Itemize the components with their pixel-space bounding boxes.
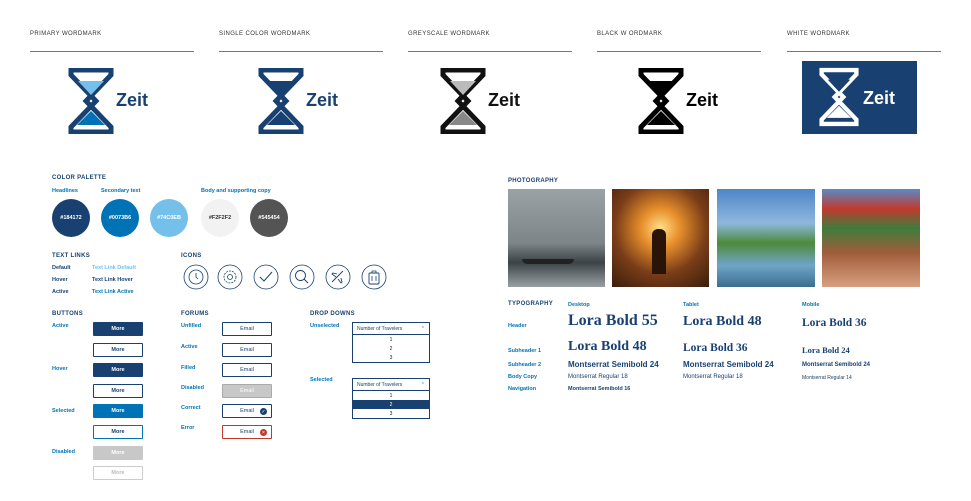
chevron-up-icon: ⌃	[420, 381, 425, 388]
more-button-selected-outline[interactable]: More	[93, 425, 143, 439]
boat-shape	[522, 259, 574, 264]
typography-sample: Lora Bold 24	[802, 345, 850, 355]
dropdown-option[interactable]: 1	[389, 336, 393, 343]
photography-title: PHOTOGRAPHY	[508, 178, 559, 184]
typography-row-label: Body Copy	[508, 374, 538, 380]
text-link-active[interactable]: Text Link Active	[92, 289, 134, 295]
divider	[30, 51, 194, 52]
email-field-disabled: Email	[222, 384, 272, 398]
typography-column-mobile: Mobile	[802, 302, 820, 308]
typography-sample: Montserrat Regular 18	[683, 374, 743, 380]
typography-sample: Lora Bold 36	[683, 342, 748, 354]
check-icon	[253, 264, 279, 290]
typography-sample: Montserrat Regular 18	[568, 374, 628, 380]
dropdown-placeholder: Number of Travelers	[357, 381, 403, 388]
typography-sample: Montserrat Semibold 16	[568, 386, 631, 392]
typography-row-label: Subheader 2	[508, 362, 542, 368]
wordmark-label-black: BLACK W ORDMARK	[597, 31, 663, 37]
hourglass-icon	[68, 68, 114, 134]
wordmark-text: Zeit	[863, 88, 896, 108]
more-button-disabled: More	[93, 446, 143, 460]
typography-row-label: Subheader 1	[508, 348, 542, 354]
more-button-disabled-outline: More	[93, 466, 143, 480]
greyscale-wordmark-logo	[440, 68, 550, 138]
dropdown-option[interactable]: 2	[389, 345, 393, 352]
dropdown-option[interactable]: 3	[389, 410, 393, 417]
typography-sample: Lora Bold 55	[568, 312, 658, 329]
settings-icon	[217, 264, 243, 290]
email-field-error[interactable]	[222, 425, 272, 439]
typography-row-label: Header	[508, 323, 527, 329]
email-field-label: Email	[240, 408, 254, 414]
more-button-active-outline[interactable]: More	[93, 343, 143, 357]
history-icon	[183, 264, 209, 290]
wordmark-text: Zeit	[488, 90, 521, 110]
wordmark-text: Zeit	[116, 90, 149, 110]
hourglass-icon	[638, 68, 684, 134]
forums-title: FORUMS	[181, 311, 209, 317]
travelers-dropdown-unselected[interactable]	[352, 322, 430, 363]
black-wordmark-logo	[638, 68, 748, 138]
typography-row-label: Navigation	[508, 386, 537, 392]
airplane-icon	[325, 264, 351, 290]
wordmark-label-single-color: SINGLE COLOR WORDMARK	[219, 31, 311, 37]
button-state-label: Hover	[52, 366, 68, 372]
photo-park-lake	[717, 189, 815, 287]
hourglass-icon	[819, 67, 859, 127]
dropdown-placeholder: Number of Travelers	[357, 325, 403, 332]
white-wordmark-logo	[802, 61, 917, 134]
email-field-label: Email	[240, 429, 254, 435]
text-link-state-label: Default	[52, 265, 71, 271]
travelers-dropdown-selected[interactable]	[352, 378, 430, 419]
more-button-hover[interactable]: More	[93, 363, 143, 377]
more-button-active[interactable]: More	[93, 322, 143, 336]
button-state-label: Disabled	[52, 449, 75, 455]
icons-title: ICONS	[181, 253, 202, 259]
typography-sample: Lora Bold 48	[568, 339, 647, 354]
forum-state-label: Error	[181, 425, 195, 431]
typography-sample: Montserrat Semibold 24	[802, 362, 871, 368]
typography-title: TYPOGRAPHY	[508, 301, 554, 307]
dropdown-header[interactable]	[353, 379, 429, 391]
email-field-unfilled[interactable]: Email	[222, 322, 272, 336]
dropdowns-title: DROP DOWNS	[310, 311, 355, 317]
hourglass-icon	[440, 68, 486, 134]
divider	[219, 51, 383, 52]
swatch-blue: #0073B6	[101, 199, 139, 237]
text-link-state-label: Hover	[52, 277, 68, 283]
figure-silhouette	[652, 229, 666, 274]
wordmark-text: Zeit	[686, 90, 719, 110]
photo-lake-boat	[508, 189, 605, 287]
swatch-dark-grey: #545454	[250, 199, 288, 237]
dropdown-option[interactable]: 1	[389, 392, 393, 399]
checkmark-icon: ✓	[261, 408, 266, 415]
typography-sample: Lora Bold 48	[683, 314, 762, 329]
palette-headlines-label: Headlines	[52, 188, 78, 194]
typography-sample: Montserrat Semibold 24	[568, 360, 659, 369]
hourglass-icon	[258, 68, 304, 134]
forum-state-label: Filled	[181, 365, 196, 371]
swatch-navy: #184172	[52, 199, 90, 237]
photo-temple-sunset	[612, 189, 709, 287]
text-links-title: TEXT LINKS	[52, 253, 91, 259]
buttons-title: BUTTONS	[52, 311, 83, 317]
wordmark-label-white: WHITE WORDMARK	[787, 31, 850, 37]
divider	[408, 51, 572, 52]
primary-wordmark-logo	[68, 68, 178, 138]
more-button-selected[interactable]: More	[93, 404, 143, 418]
dropdown-header[interactable]	[353, 323, 429, 335]
forum-state-label: Active	[181, 344, 198, 350]
typography-sample: Montserrat Semibold 24	[683, 360, 774, 369]
more-button-hover-outline[interactable]: More	[93, 384, 143, 398]
single-color-wordmark-logo	[258, 68, 368, 138]
typography-column-desktop: Desktop	[568, 302, 590, 308]
dropdown-option[interactable]: 3	[389, 354, 393, 361]
email-field-filled[interactable]: Email	[222, 363, 272, 377]
palette-body-label: Body and supporting copy	[201, 188, 271, 194]
photo-festival-crowd	[822, 189, 920, 287]
typography-sample: Lora Bold 36	[802, 317, 867, 329]
dropdown-state-label: Unselected	[310, 323, 340, 329]
error-icon: ×	[260, 429, 267, 436]
swatch-light-grey: #F2F2F2	[201, 199, 239, 237]
button-state-label: Active	[52, 323, 69, 329]
forum-state-label: Disabled	[181, 385, 204, 391]
text-link-state-label: Active	[52, 289, 69, 295]
typography-sample: Montserrat Regular 14	[802, 375, 852, 381]
email-field-correct[interactable]	[222, 404, 272, 418]
text-link-default[interactable]: Text Link Default	[92, 265, 136, 271]
wordmark-label-primary: PRIMARY WORDMARK	[30, 31, 102, 37]
email-field-active[interactable]: Email	[222, 343, 272, 357]
wordmark-label-greyscale: GREYSCALE WORDMARK	[408, 31, 490, 37]
chevron-up-icon: ⌃	[420, 325, 425, 332]
palette-title: COLOR PALETTE	[52, 175, 107, 181]
wordmark-text: Zeit	[306, 90, 339, 110]
search-icon	[289, 264, 315, 290]
text-link-hover[interactable]: Text Link Hover	[92, 277, 133, 283]
dropdown-option-selected[interactable]: 2	[353, 400, 429, 409]
button-state-label: Selected	[52, 408, 75, 414]
forum-state-label: Unfilled	[181, 323, 202, 329]
palette-secondary-label: Secondary text	[101, 188, 141, 194]
swatch-light-blue: #74C0EB	[150, 199, 188, 237]
divider	[787, 51, 941, 52]
luggage-icon	[361, 264, 387, 290]
typography-column-tablet: Tablet	[683, 302, 699, 308]
forum-state-label: Correct	[181, 405, 201, 411]
dropdown-state-label: Selected	[310, 377, 333, 383]
divider	[597, 51, 761, 52]
